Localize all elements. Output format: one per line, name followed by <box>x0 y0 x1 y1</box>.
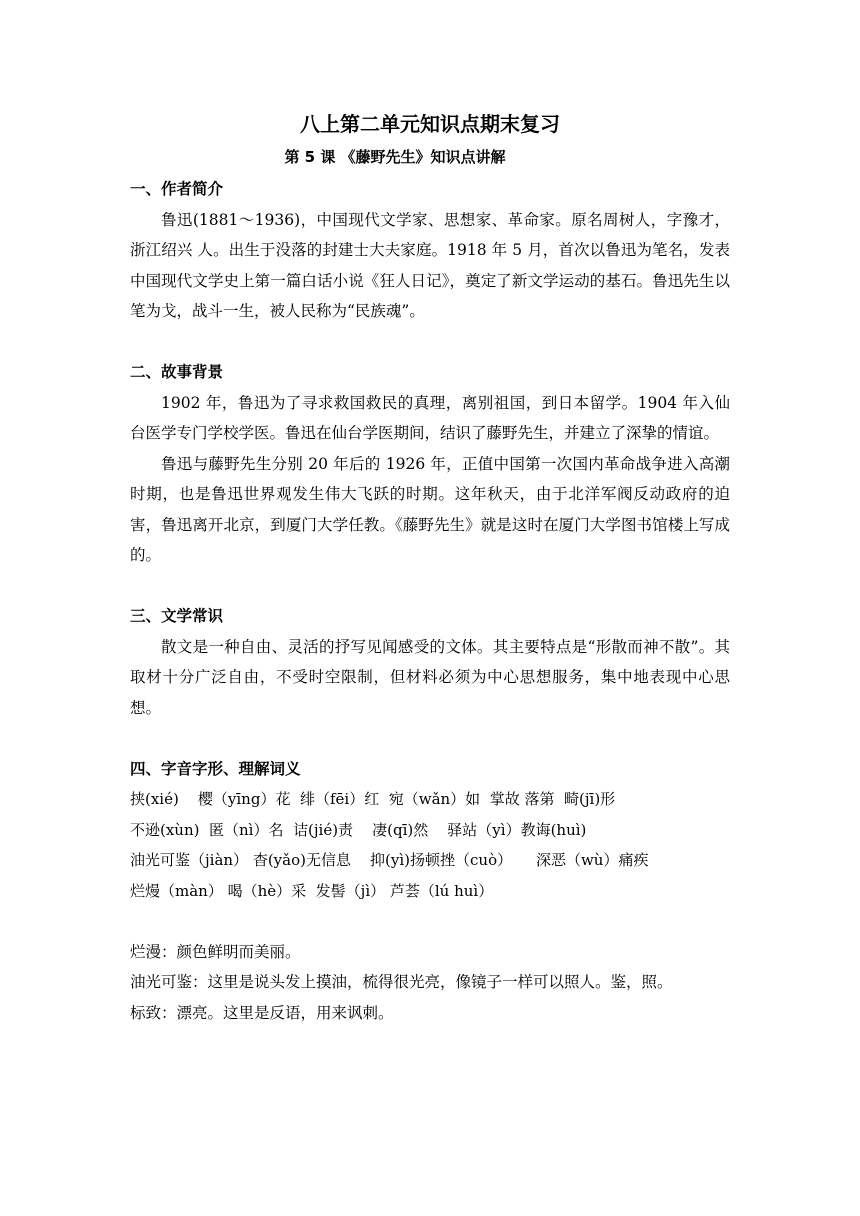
section-spacer <box>130 571 730 602</box>
section-heading-vocabulary: 四、字音字形、理解词义 <box>130 759 301 778</box>
section-spacer <box>130 906 730 937</box>
background-paragraph-2: 鲁迅与藤野先生分别 20 年后的 1926 年，正值中国第一次国内革命战争进入高潮时期，也是鲁迅世界观发生伟大飞跃的时期。这年秋天，由于北洋军阀反动政府的迫害，鲁迅离开北京，到厦门大学任教。《藤野先生》就是这时在厦门大学图书馆楼上写成的。 <box>130 454 730 564</box>
pinyin-line: 挟(xié) 樱（yīng）花 绯（fēi）红 宛（wǎn）如 掌故 落第 畸(jī)形 <box>130 790 616 808</box>
pinyin-line: 油光可鉴（jiàn） 杳(yǎo)无信息 抑(yì)扬顿挫（cuò） 深恶（wù）痛疾 <box>130 851 649 869</box>
pinyin-line: 不逊(xùn) 匿（nì）名 诘(jié)责 凄(qī)然 驿站（yì）教诲(huì) <box>130 820 587 839</box>
literature-paragraph: 散文是一种自由、灵活的抒写见闻感受的文体。其主要特点是“形散而神不散”。其取材十分广泛自由，不受时空限制，但材料必须为中心思想服务，集中地表现中心思想。 <box>130 637 730 717</box>
section-heading-literature: 三、文学常识 <box>130 607 224 625</box>
section-heading-author: 一、作者简介 <box>130 180 224 198</box>
lesson-subtitle: 第 5 课 《藤野先生》知识点讲解 <box>284 148 506 166</box>
author-paragraph: 鲁迅(1881～1936)，中国现代文学家、思想家、革命家。原名周树人，字豫才，浙江绍兴 人。出生于没落的封建士大夫家庭。1918 年 5 月，首次以鲁迅为笔名，发表中国现代文学史上第一篇白话小说《狂人日记》，奠定了新文学运动的基石。鲁迅先生以笔为戈，战斗一生，被人民称为“民族魂”。 <box>130 210 730 320</box>
document-title: 八上第二单元知识点期末复习 <box>300 112 560 136</box>
section-heading-background: 二、故事背景 <box>130 363 224 381</box>
document-body <box>130 174 730 1028</box>
section-spacer <box>130 723 730 754</box>
definition-item: 标致：漂亮。这里是反语，用来讽刺。 <box>130 1003 394 1022</box>
pinyin-line: 烂熳（màn） 喝（hè）采 发髻（jì） 芦荟（lú huì） <box>130 881 494 900</box>
definition-item: 油光可鉴：这里是说头发上摸油，梳得很光亮，像镜子一样可以照人。鉴，照。 <box>130 973 673 991</box>
section-spacer <box>130 327 730 358</box>
definition-item: 烂漫：颜色鲜明而美丽。 <box>130 942 301 961</box>
background-paragraph-1: 1902 年，鲁迅为了寻求救国救民的真理，离别祖国，到日本留学。1904 年入仙台医学专门学校学医。鲁迅在仙台学医期间，结识了藤野先生，并建立了深挚的情谊。 <box>130 393 730 442</box>
